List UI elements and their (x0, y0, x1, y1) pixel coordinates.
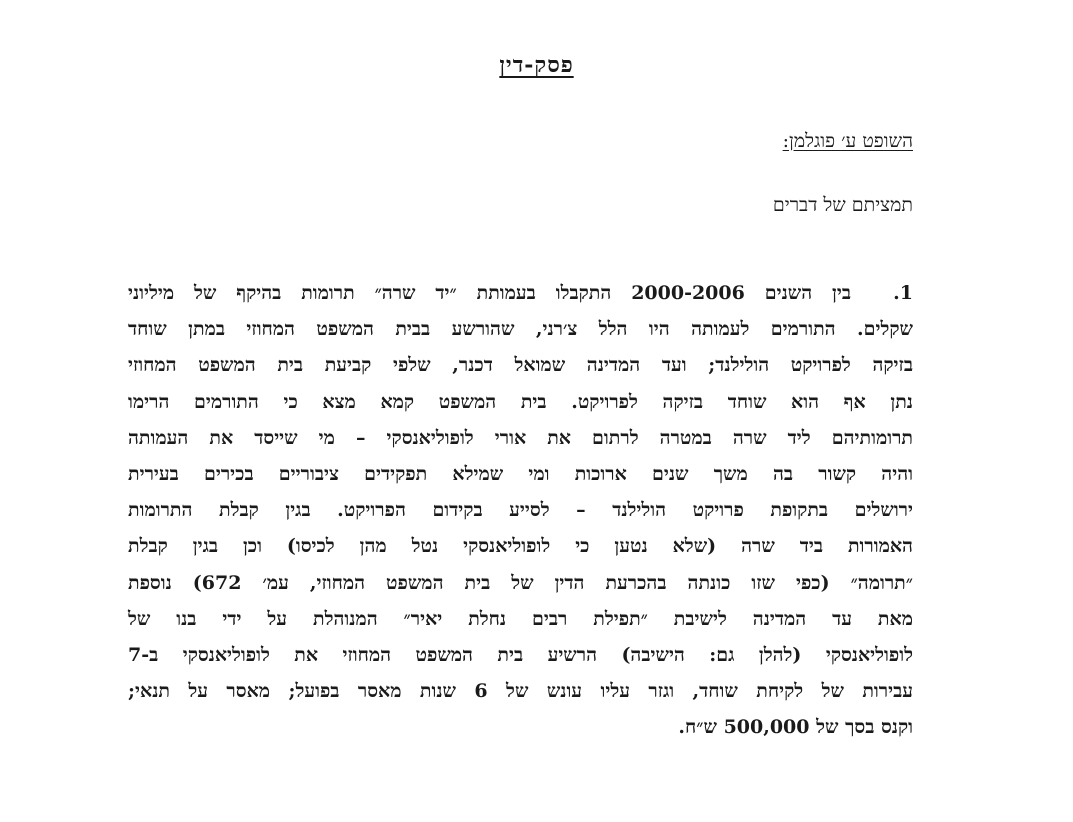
judge-heading: השופט ע׳ פוגלמן: (782, 130, 913, 152)
paragraph-line: שקלים. התורמים לעמותה היו הלל צ׳רני, שהורשע בבית המשפט המחוזי במתן שוחד (128, 318, 913, 341)
paragraph-line: ״תרומה״ (כפי שזו כונתה בהכרעת הדין של בית המשפט המחוזי, עמ׳ 672) נוספת (128, 571, 913, 594)
document-title: פסק-דין (499, 52, 574, 78)
paragraph-line: עבירות של לקיחת שוחד, וגזר עליו עונש של 6 שנות מאסר בפועל; מאסר על תנאי; (128, 680, 913, 703)
paragraph-line: והיה קשור בה משך שנים ארוכות ומי שמילא תפקידים ציבוריים בכירים בעירית (128, 462, 913, 485)
paragraph-line (128, 275, 913, 311)
paragraph-line: האמורות ביד שרה (שלא נטען כי לופוליאנסקי נטל מהן לכיסו) וכן בגין קבלת (128, 535, 913, 558)
paragraph-line: נתן אף הוא שוחד בזיקה לפרויקט. בית המשפט קמא מצא כי התורמים הרימו (128, 390, 913, 413)
paragraph-line: בזיקה לפרויקט הולילנד; ועד המדינה שמואל דכנר, שלפי קביעת בית המשפט המחוזי (128, 354, 913, 377)
paragraph-line: מאת עד המדינה לישיבת ״תפילת רבים נחלת יאיר״ המנוהלת על ידי בנו של (128, 607, 913, 630)
paragraph-line: תרומותיהם ליד שרה במטרה לרתום את אורי לופוליאנסקי – מי שייסד את העמותה (128, 426, 913, 449)
paragraph-line: ירושלים בתקופת פרויקט הולילנד – לסייע בקידום הפרויקט. בגין קבלת התרומות (128, 499, 913, 522)
section-subheading: תמציתם של דברים (772, 194, 913, 216)
paragraph-number: 1. (893, 282, 913, 304)
paragraph-1 (128, 275, 913, 745)
paragraph-line-text: בין השנים 2000-2006 התקבלו בעמותת ״יד שרה״ תרומות בהיקף של מיליוני (128, 282, 851, 304)
paragraph-line: וקנס בסך של 500,000 ש״ח. (678, 716, 913, 739)
paragraph-line: לופוליאנסקי (להלן גם: הישיבה) הרשיע בית המשפט המחוזי את לופוליאנסקי ב-7 (128, 643, 913, 666)
